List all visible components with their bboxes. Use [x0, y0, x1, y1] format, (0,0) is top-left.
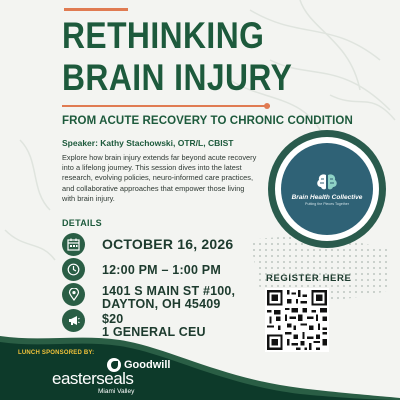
subtitle: FROM ACUTE RECOVERY TO CHRONIC CONDITION	[62, 115, 353, 127]
brain-puzzle-icon	[316, 173, 338, 191]
accent-rule-dot	[264, 103, 270, 109]
calendar-icon	[62, 233, 85, 256]
title-line-2: BRAIN INJURY	[62, 57, 293, 98]
event-price: $20	[102, 312, 124, 326]
org-name: Brain Health Collective	[291, 193, 363, 201]
event-date: OCTOBER 16, 2026	[102, 236, 234, 252]
details-heading: DETAILS	[62, 218, 102, 228]
description: Explore how brain injury extends far beyond acute recovery into a lifelong journey. This session dives into the latest research, evolving policies, neuro-informed care practices, and collaborative approaches that empower those living with brain injury.	[62, 153, 257, 203]
sponsor-region: Miami Valley	[98, 388, 135, 395]
speaker: Speaker: Kathy Stachowski, OTR/L, CBIST	[62, 138, 234, 148]
sponsor-easterseals: easterseals	[52, 369, 134, 388]
org-tagline: Putting the Pieces Together	[305, 201, 349, 206]
register-label: REGISTER HERE	[266, 273, 352, 284]
address-line-1: 1401 S MAIN ST #100,	[102, 284, 236, 298]
sponsor-goodwill: Goodwill	[124, 359, 171, 371]
location-pin-icon	[62, 283, 85, 306]
title-line-1: RETHINKING	[62, 15, 265, 56]
event-ceu: 1 GENERAL CEU	[102, 325, 206, 339]
accent-rule	[62, 105, 270, 107]
address-line-2: DAYTON, OH 45409	[102, 297, 221, 311]
brain-health-collective-logo	[281, 143, 373, 235]
clock-icon	[62, 258, 85, 281]
top-accent-bar	[64, 8, 128, 11]
sponsor-label: LUNCH SPONSORED BY:	[18, 350, 95, 356]
event-time: 12:00 PM – 1:00 PM	[102, 263, 221, 277]
